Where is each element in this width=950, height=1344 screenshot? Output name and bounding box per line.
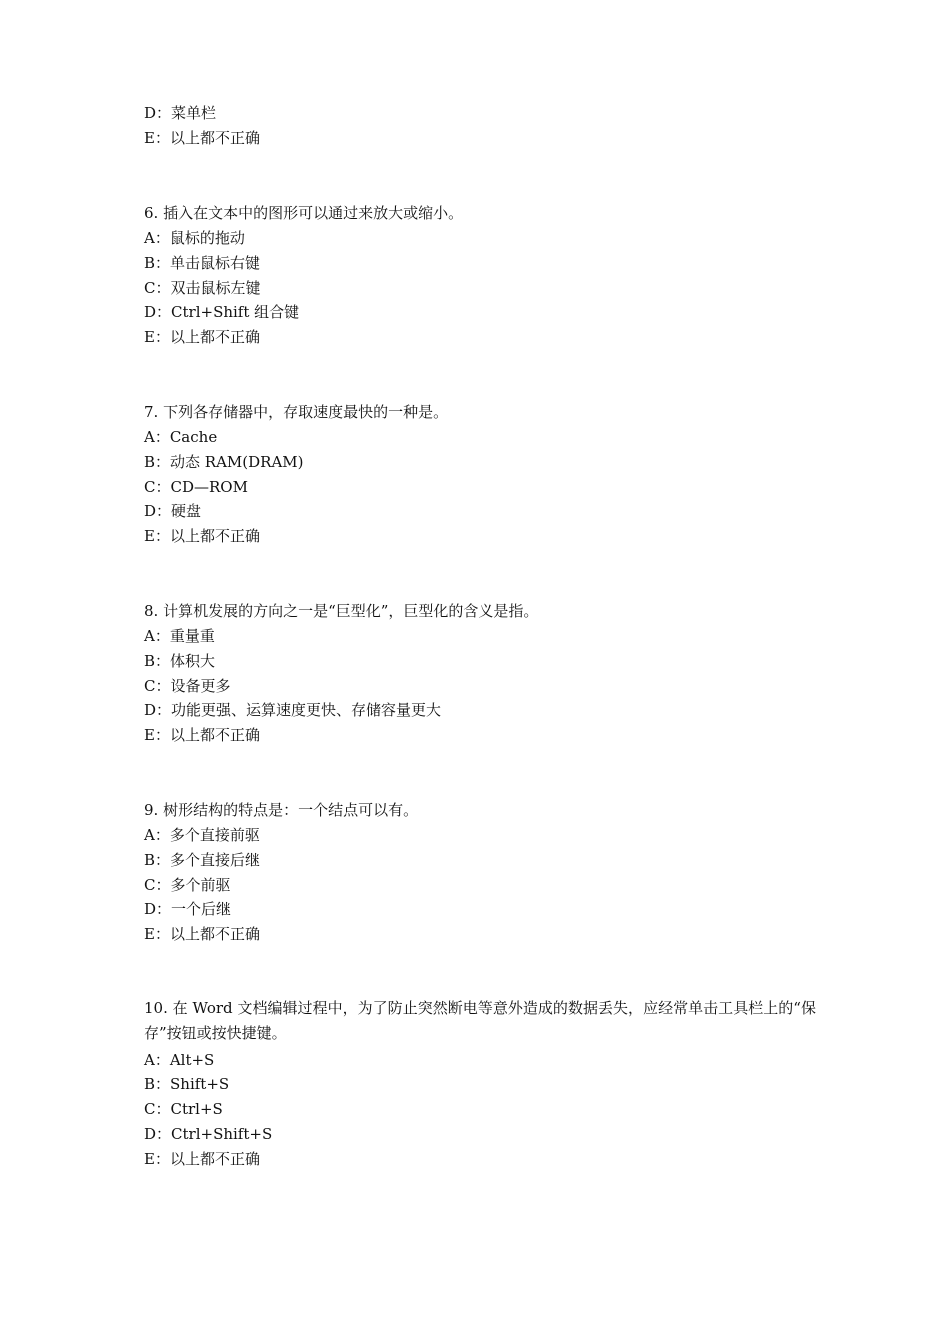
- option-line: A：多个直接前驱: [144, 826, 260, 844]
- option-line: B：Shift+S: [144, 1075, 230, 1093]
- option-line: D：功能更强、运算速度更快、存储容量更大: [144, 701, 442, 719]
- question-6-stem: 6. 插入在文本中的图形可以通过来放大或缩小。: [144, 204, 464, 222]
- option-line: D：硬盘: [144, 502, 202, 520]
- option-line: A：重量重: [144, 627, 215, 645]
- option-line: D：Ctrl+Shift+S: [144, 1125, 273, 1143]
- option-line: D：Ctrl+Shift 组合键: [144, 303, 300, 321]
- option-line: B：体积大: [144, 652, 216, 670]
- question-8-stem: 8. 计算机发展的方向之一是“巨型化”，巨型化的含义是指。: [144, 602, 539, 620]
- question-9-stem: 9. 树形结构的特点是：一个结点可以有。: [144, 801, 419, 819]
- option-line: E：以上都不正确: [144, 328, 260, 346]
- question-7-stem: 7. 下列各存储器中，存取速度最快的一种是。: [144, 403, 449, 421]
- option-line: A：Cache: [144, 428, 218, 446]
- option-line: D：菜单栏: [144, 104, 217, 122]
- option-line: A：Alt+S: [144, 1051, 215, 1069]
- option-line: A：鼠标的拖动: [144, 229, 245, 247]
- option-line: C：Ctrl+S: [144, 1100, 223, 1118]
- option-line: E：以上都不正确: [144, 129, 260, 147]
- option-line: D：一个后继: [144, 900, 232, 918]
- option-line: C：多个前驱: [144, 876, 231, 894]
- option-line: E：以上都不正确: [144, 726, 260, 744]
- option-line: E：以上都不正确: [144, 527, 260, 545]
- option-line: B：多个直接后继: [144, 851, 261, 869]
- option-line: B：单击鼠标右键: [144, 254, 261, 272]
- option-line: E：以上都不正确: [144, 1150, 260, 1168]
- question-10-stem: 10. 在 Word 文档编辑过程中，为了防止突然断电等意外造成的数据丢失，应经常单击工具栏上的“保存”按钮或按快捷键。: [144, 999, 816, 1042]
- option-line: B：动态 RAM(DRAM): [144, 453, 304, 471]
- option-line: C：设备更多: [144, 677, 231, 695]
- option-line: C：CD—ROM: [144, 478, 248, 496]
- option-line: E：以上都不正确: [144, 925, 260, 943]
- option-line: C：双击鼠标左键: [144, 279, 261, 297]
